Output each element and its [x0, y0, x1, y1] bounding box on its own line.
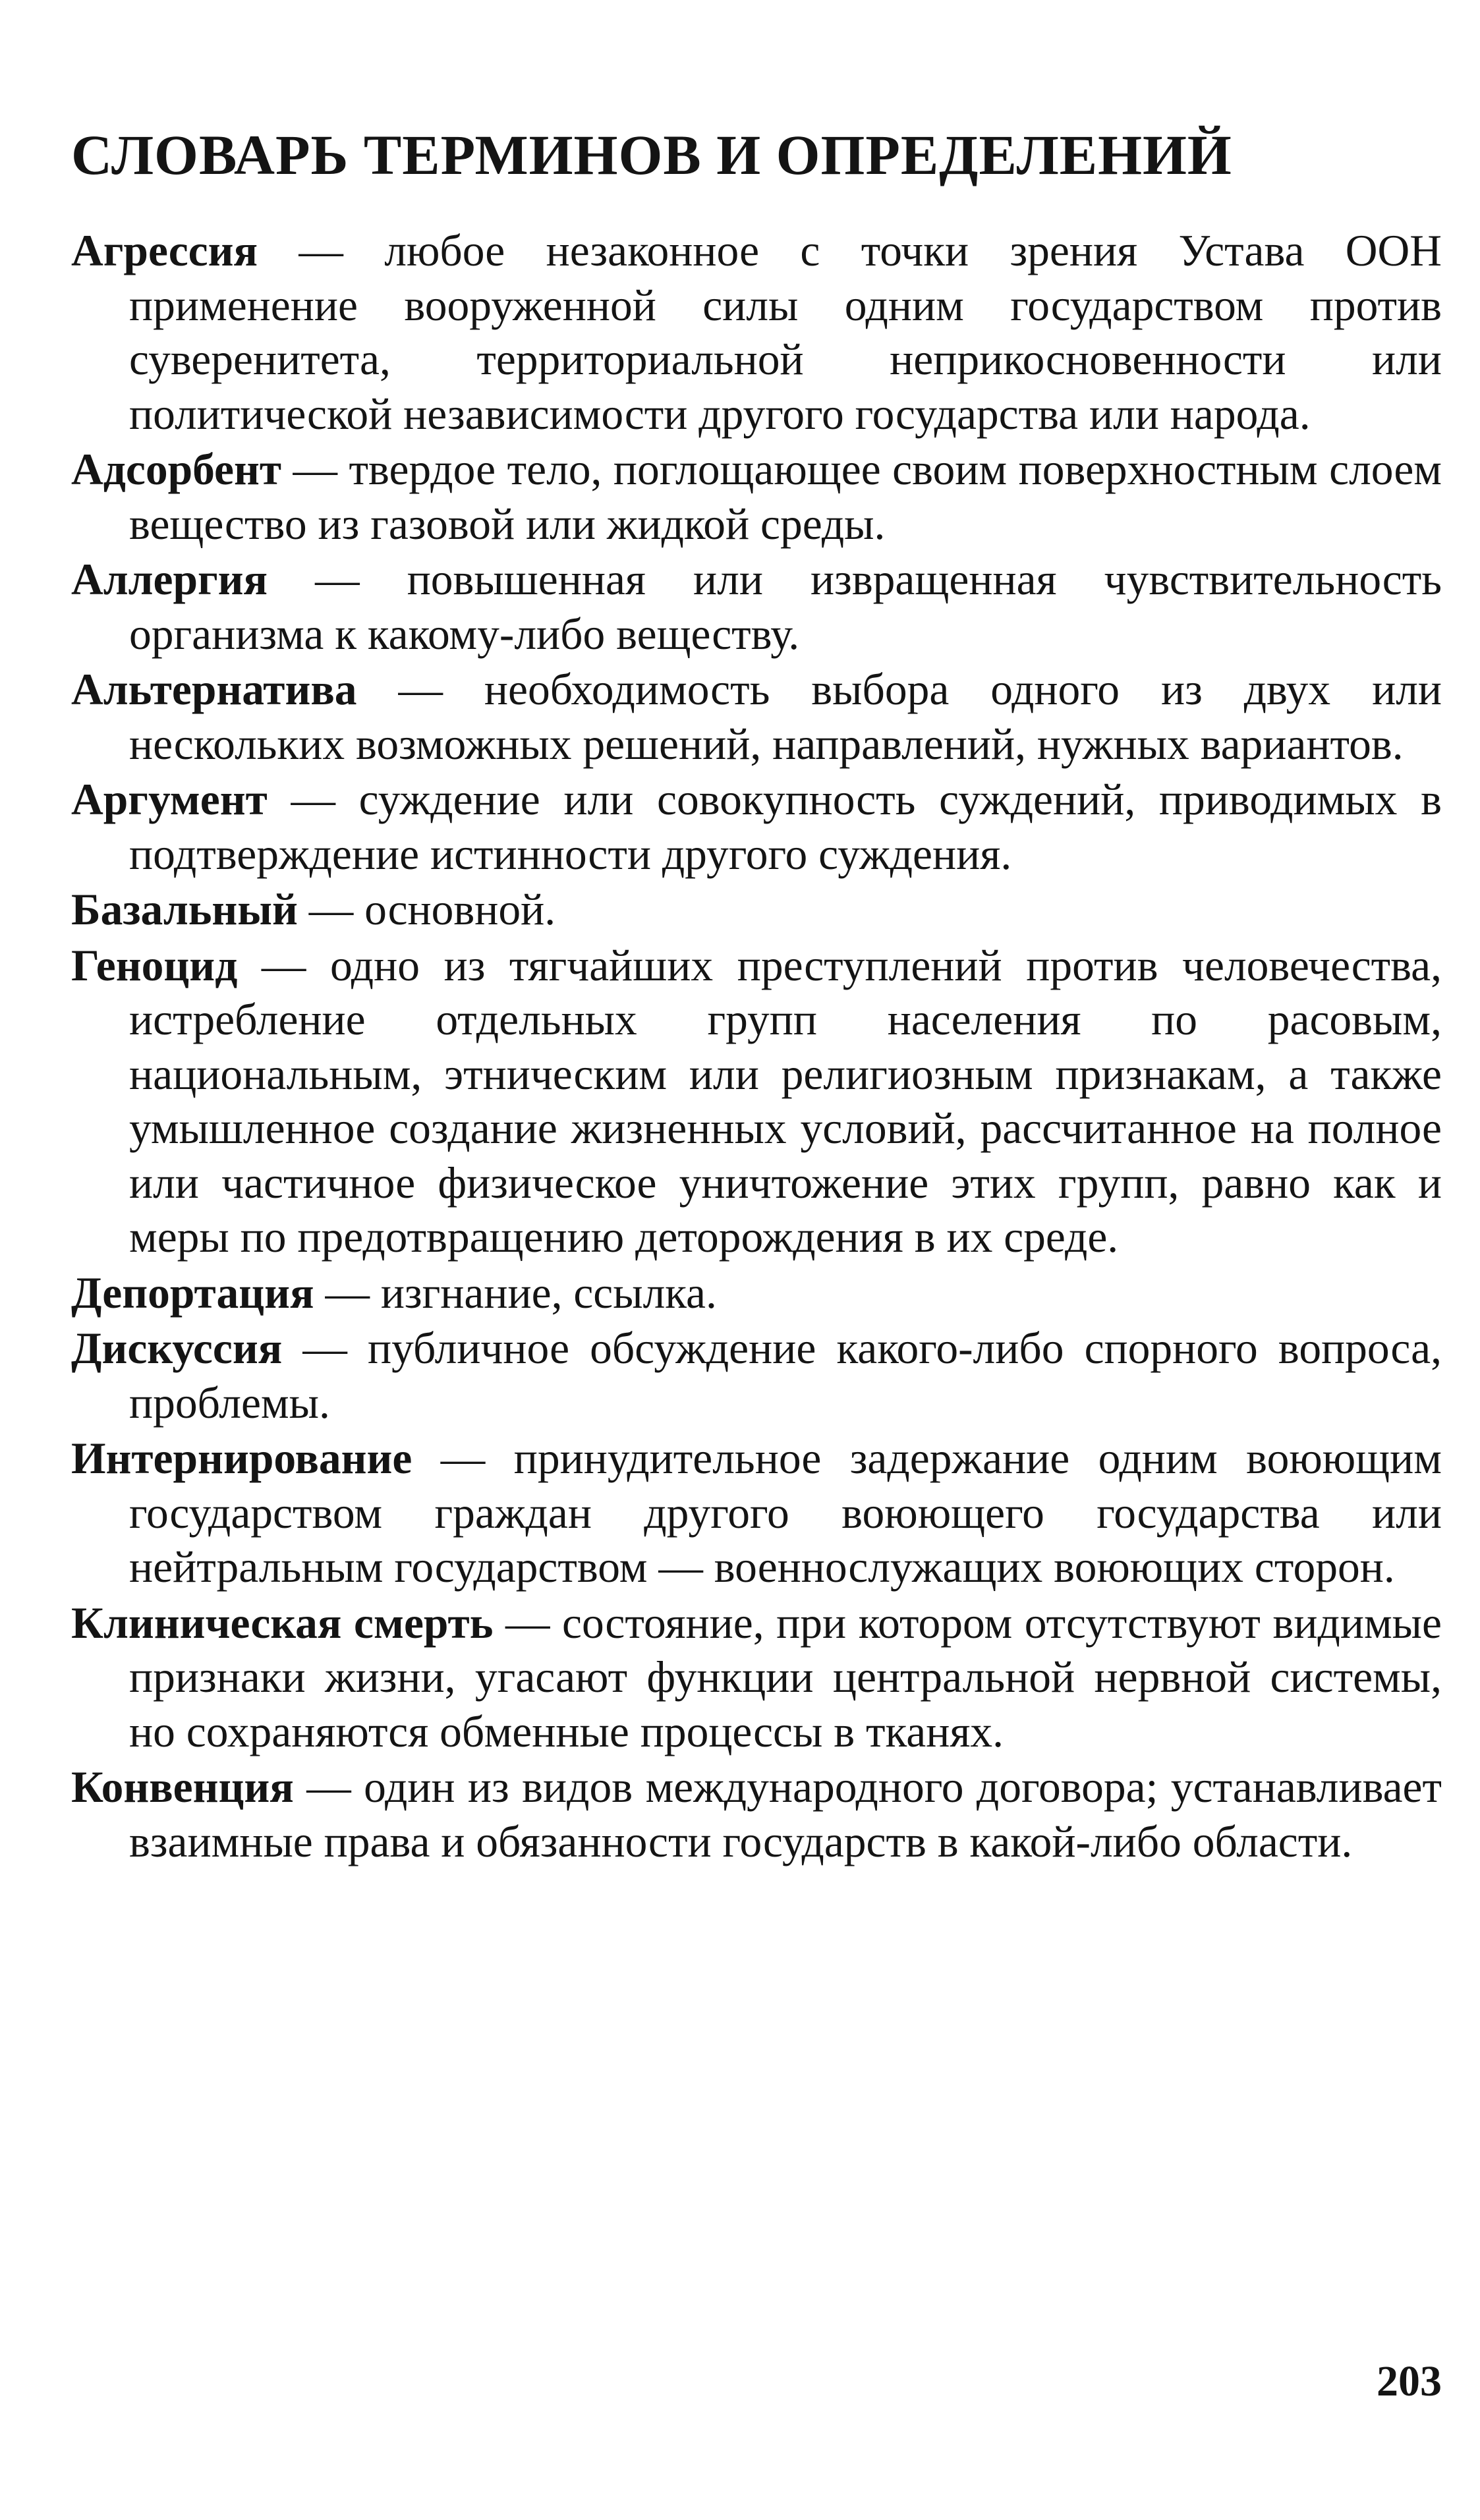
- glossary-term: Конвенция: [71, 1762, 294, 1812]
- glossary-entry: [71, 883, 1442, 938]
- glossary-entry: [71, 1596, 1442, 1760]
- glossary-definition: — твердое тело, поглощающее своим поверхностным слоем вещество из газовой или жидкой среды.: [129, 445, 1442, 549]
- glossary-definition: — публичное обсуждение какого-либо спорного вопроса, проблемы.: [129, 1324, 1442, 1428]
- glossary-definition: — один из видов международного договора; устанавливает взаимные права и обязанности государств в какой-либо области.: [129, 1762, 1442, 1866]
- glossary-term: Агрессия: [71, 226, 258, 275]
- glossary-entry: [71, 773, 1442, 882]
- glossary-term: Геноцид: [71, 940, 238, 990]
- glossary-entry: [71, 1432, 1442, 1595]
- glossary-entry: [71, 1322, 1442, 1430]
- page-title: СЛОВАРЬ ТЕРМИНОВ И ОПРЕДЕЛЕНИЙ: [71, 123, 1232, 186]
- glossary-definition: — изгнание, ссылка.: [314, 1268, 717, 1318]
- glossary-entry: [71, 1266, 1442, 1321]
- glossary-entry: [71, 224, 1442, 441]
- glossary-definition: — состояние, при котором отсутствуют видимые признаки жизни, угасают функции центральной нервной системы, но сохраняются обменные процессы в тканях.: [129, 1598, 1442, 1756]
- glossary-entry: [71, 553, 1442, 661]
- glossary-definition: — необходимость выбора одного из двух или нескольких возможных решений, направлений, нужных вариантов.: [129, 665, 1442, 769]
- page-number: 203: [1377, 2357, 1442, 2405]
- glossary-term: Адсорбент: [71, 445, 282, 494]
- glossary-definition: — основной.: [297, 885, 556, 934]
- glossary-definition: — одно из тягчайших преступлений против человечества, истребление отдельных групп населения по расовым, национальным, этническим или религиозным признакам, а также умышленное создание жизненных условий, рассчитанное на полное или частичное физическое уничтожение этих групп, равно как и меры по предотвращению деторождения в их среде.: [129, 940, 1442, 1262]
- glossary-term: Базальный: [71, 885, 298, 934]
- glossary-definition: — принудительное задержание одним воюющим государством граждан другого воюющего государства или нейтральным государством — военнослужащих воюющих сторон.: [129, 1434, 1442, 1592]
- glossary-list: [71, 224, 1442, 1869]
- glossary-definition: — суждение или совокупность суждений, приводимых в подтверждение истинности другого суждения.: [129, 775, 1442, 879]
- glossary-term: Дискуссия: [71, 1324, 283, 1373]
- glossary-entry: [71, 939, 1442, 1265]
- glossary-term: Альтернатива: [71, 665, 357, 714]
- glossary-entry: [71, 1760, 1442, 1869]
- glossary-term: Клиническая смерть: [71, 1598, 494, 1648]
- glossary-entry: [71, 443, 1442, 551]
- glossary-term: Аргумент: [71, 775, 268, 824]
- glossary-definition: — повышенная или извращенная чувствительность организма к какому-либо веществу.: [129, 555, 1442, 659]
- glossary-entry: [71, 663, 1442, 771]
- glossary-term: Аллергия: [71, 555, 268, 604]
- glossary-term: Интернирование: [71, 1434, 413, 1483]
- glossary-definition: — любое незаконное с точки зрения Устава ООН применение вооруженной силы одним государством против суверенитета, территориальной неприкосновенности или политической независимости другого государства или народа.: [129, 226, 1442, 439]
- document-page: [71, 122, 1442, 1870]
- glossary-term: Депортация: [71, 1268, 314, 1318]
